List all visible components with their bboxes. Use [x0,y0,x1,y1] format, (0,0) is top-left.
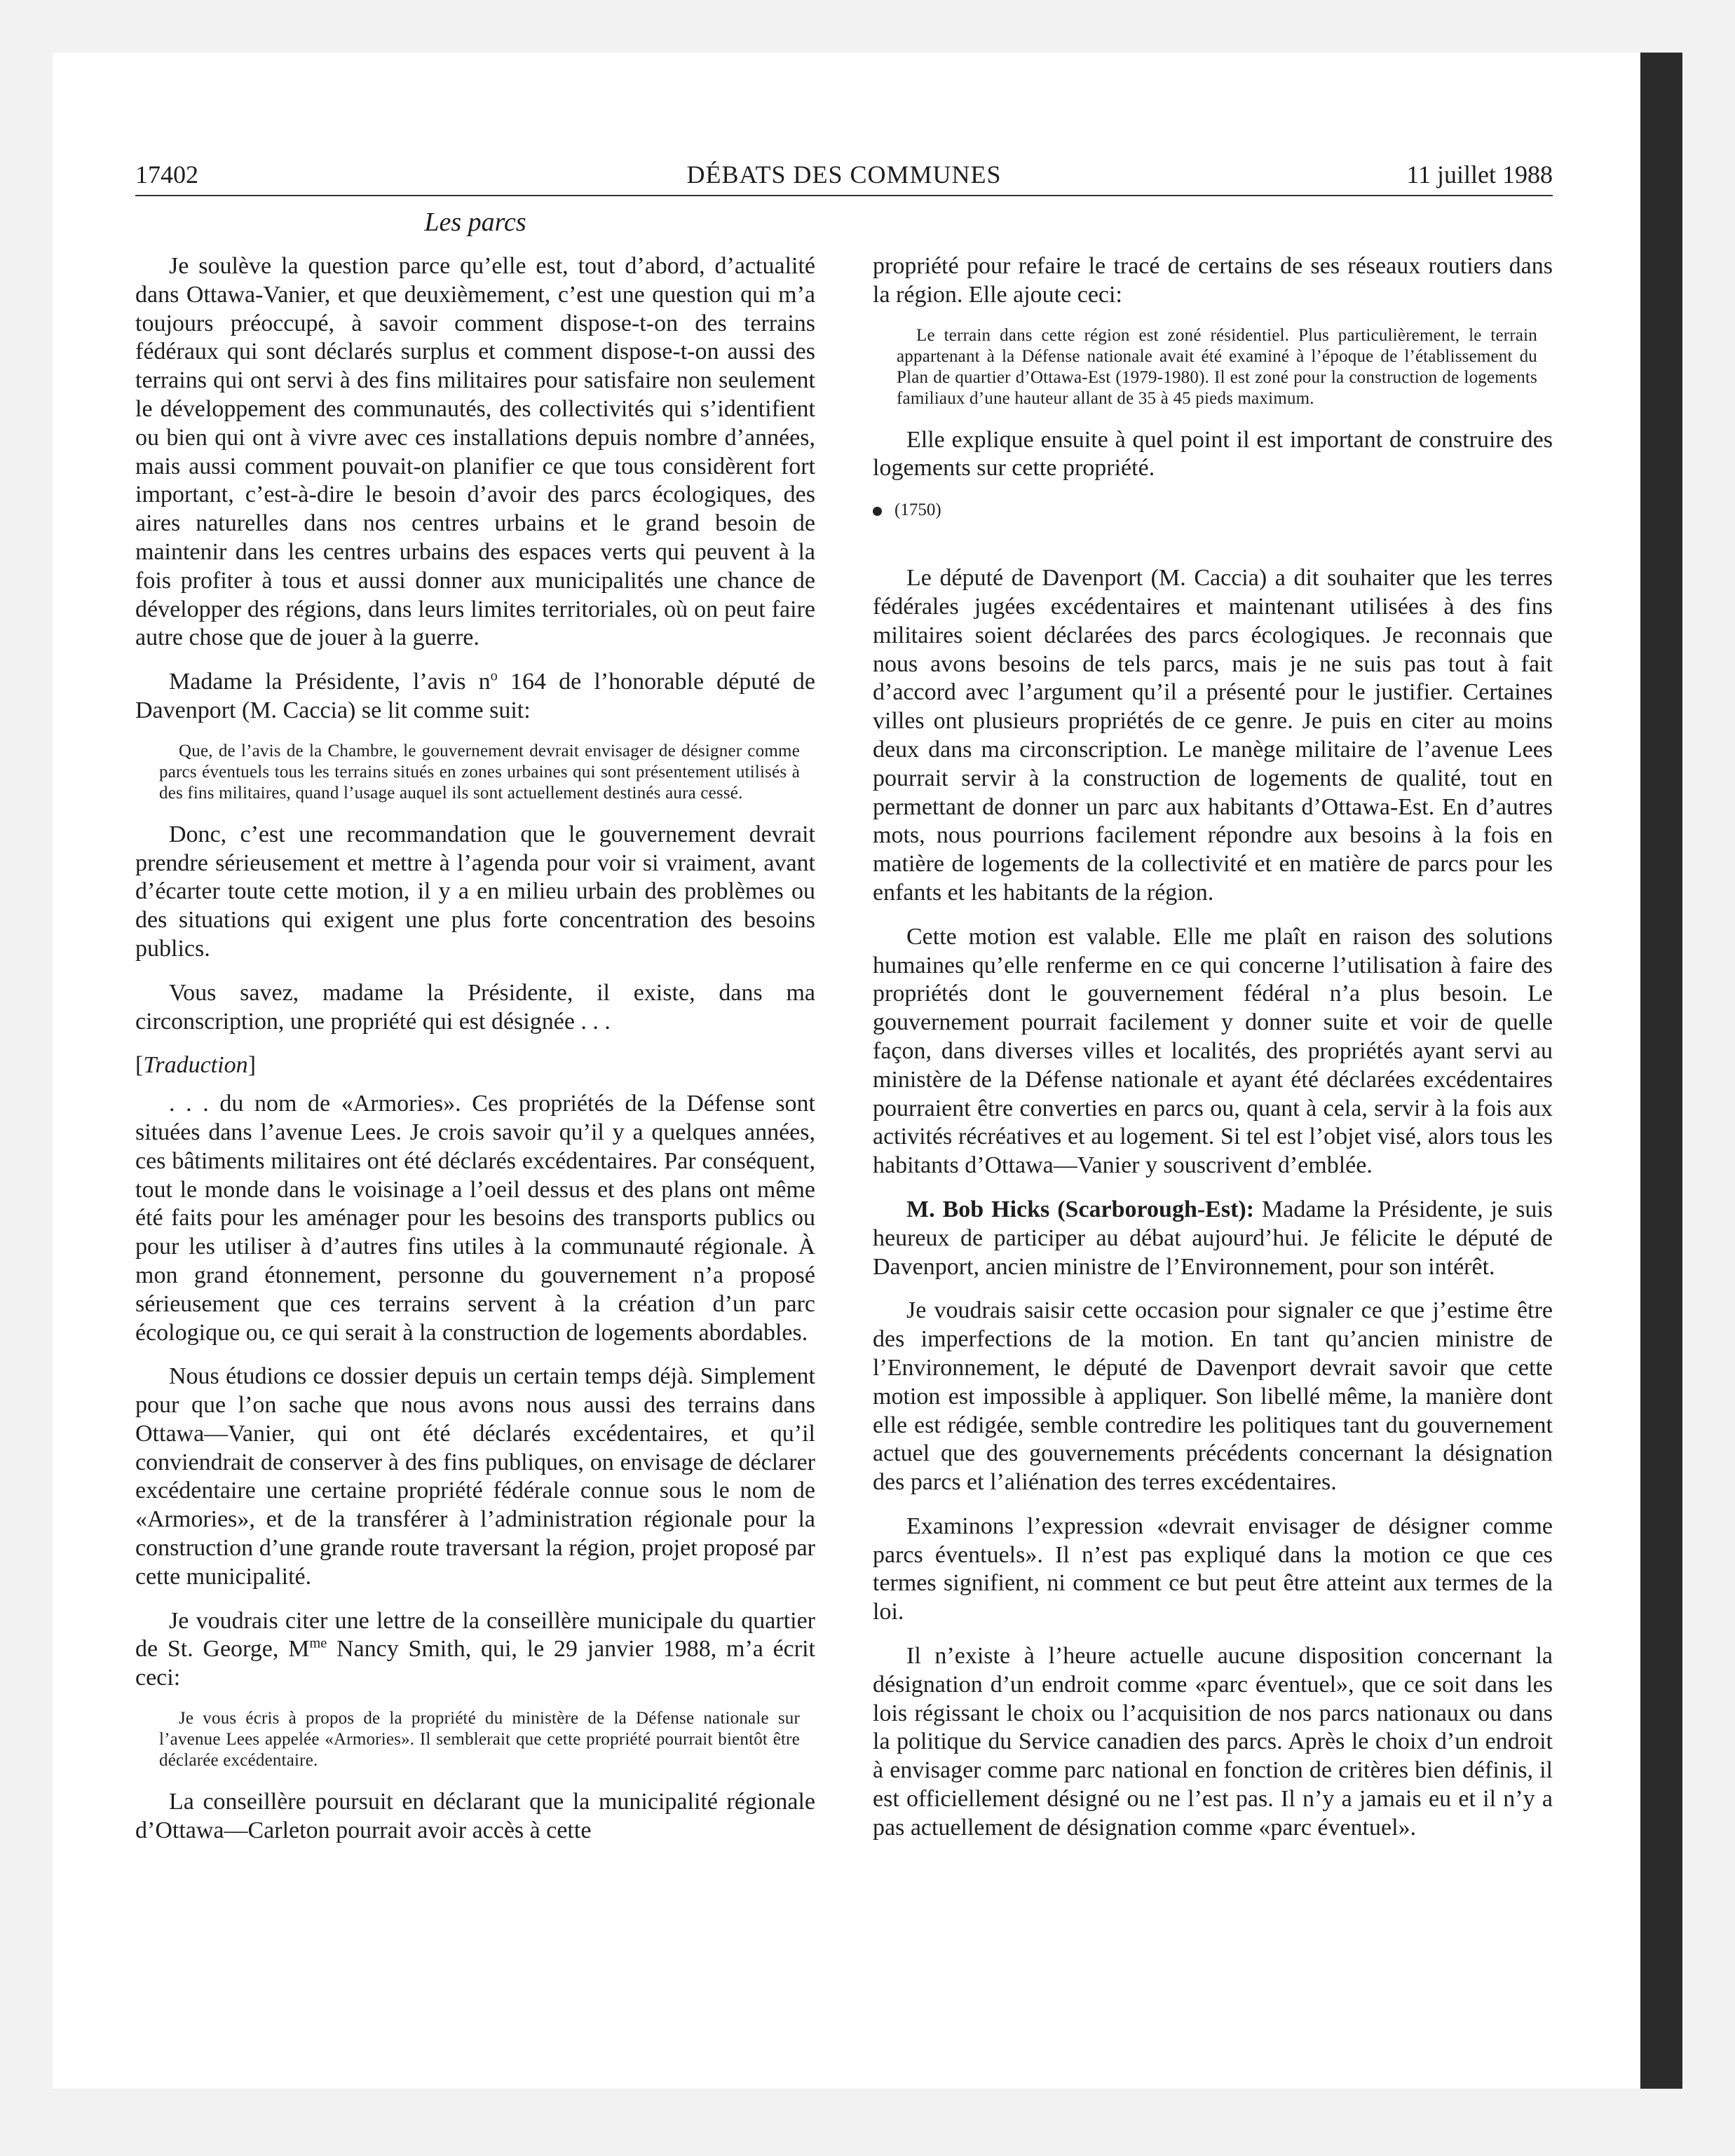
paragraph: Madame la Présidente, l’avis $n^o$ 164 de l’honorable député de Davenport (M. Caccia) se lit comme suit: [135,668,816,723]
paragraph: La conseillère poursuit en déclarant que la municipalité régionale d’Ottawa—Carleton pourrait avoir accès à cette [135,1789,815,1843]
paragraph: M. Bob Hicks (Scarborough-Est): Madame la Présidente, je suis heureux de participer au débat aujourd’hui. Je félicite le député de Davenport, ancien ministre de l’Environnement, pour son intérêt. [873,1196,1553,1280]
paragraph: Nous étudions ce dossier depuis un certain temps déjà. Simplement pour que l’on sache que nous avons nous aussi des terrains dans Ottawa—Vanier, qui ont été déclarés excédentaires, et qu’il conviendrait de conserver à des fins publiques, on envisage de déclarer excédentaire une certaine propriété fédérale connue sous le nom de «Armories», et de la transférer à l’administration régionale pour la construction d’une grande route traversant la région, projet proposé par cette municipalité. [135,1363,815,1590]
paragraph: Cette motion est valable. Elle me plaît en raison des solutions humaines qu’elle renferme en ce qui concerne l’utilisation à faire des propriétés dont le gouvernement fédéral n’a plus besoin. Le gouvernement pourrait facilement y donner suite et voir de quelle façon, dans diverses villes et localités, des propriétés ayant servi au ministère de la Défense nationale et ayant été déclarées excédentaires pourraient être converties en parcs ou, quant à cela, servir à la fois aux activités récréatives et au logement. Si tel est l’objet visé, alors tous les habitants d’Ottawa—Vanier y souscrivent d’emblée. [873,923,1553,1179]
paragraph: propriété pour refaire le tracé de certains de ses réseaux routiers dans la région. Elle ajoute ceci: [873,253,1553,308]
left-column [135,252,815,1861]
paragraph: Vous savez, madame la Présidente, il existe, dans ma circonscription, une propriété qui est désignée . . . [135,979,815,1035]
paragraph: Elle explique ensuite à quel point il est important de construire des logements sur cette propriété. [873,426,1553,482]
scan-edge-strip [1640,53,1682,2089]
paragraph: Donc, c’est une recommandation que le gouvernement devrait prendre sérieusement et mettre à l’agenda pour voir si vraiment, avant d’écarter toute cette motion, il y a en milieu urbain des problèmes ou des situations qui exigent une plus forte concentration des besoins publics. [135,821,815,962]
block-quote: Que, de l’avis de la Chambre, le gouvernement devrait envisager de désigner comme parcs éventuels tous les terrains situés en zones urbaines qui sont présentement utilisés à des fins militaires, quand l’usage auquel ils sont actuellement destinés aura cessé. [159,741,800,803]
publication-date: 11 juillet 1988 [1406,161,1553,189]
paragraph: Le député de Davenport (M. Caccia) a dit souhaiter que les terres fédérales jugées excédentaires et maintenant utilisées à des fins militaires soient déclarées des parcs écologiques. Je reconnais que nous avons besoins de tels parcs, mais je ne suis pas tout à fait d’accord avec l’argument qu’il a présenté pour le justifier. Certaines villes ont plusieurs propriétés de ce genre. Je puis en citer au moins deux dans ma circonscription. Le manège militaire de l’avenue Lees pourrait servir à la construction de logements de qualité, tout en permettant de donner un parc aux habitants d’Ottawa-Est. En d’autres mots, nous pourrions facilement répondre aux besoins à la fois en matière de logements de la collectivité et en matière de parcs pour les enfants et les habitants de la région. [873,565,1553,906]
block-quote: Je vous écris à propos de la propriété du ministère de la Défense nationale sur l’avenue Lees appelée «Armories». Il semblerait que cette propriété pourrait bientôt être déclarée excédentaire. [159,1709,800,1770]
paragraph: Examinons l’expression «devrait envisager de désigner comme parcs éventuels». Il n’est pas expliqué dans la motion ce que ces termes signifient, ni comment ce but peut être atteint aux termes de la loi. [873,1513,1553,1625]
paragraph: Il n’existe à l’heure actuelle aucune disposition concernant la désignation d’un endroit comme «parc éventuel», que ce soit dans les lois régissant le choix ou l’acquisition de nos parcs nationaux ou dans la politique du Service canadien des parcs. Après le choix d’un endroit à envisager comme parc national en fonction de critères bien définis, il est officiellement désigné ou ne l’est pas. Il n’y a jamais eu et il n’y a pas actuellement de désignation comme «parc éventuel». [873,1643,1553,1841]
paragraph: Je soulève la question parce qu’elle est, tout d’abord, d’actualité dans Ottawa-Vanier, et que deuxièmement, c’est une question qui m’a toujours préoccupé, à savoir comment dispose-t-on des terrains fédéraux qui sont déclarés surplus et comment dispose-t-on aussi des terrains qui ont servi à des fins militaires pour satisfaire non seulement le développement des communautés, des collectivités qui s’identifient ou bien qui ont à vivre avec ces installations depuis nombre d’années, mais aussi comment pouvait-on planifier ce que tous considèrent fort important, c’est-à-dire le besoin d’avoir des parcs écologiques, des aires naturelles dans nos centres urbains et le grand besoin de maintenir dans les centres urbains des espaces verts qui peuvent à la fois profiter à tous et aussi donner aux municipalités une chance de développer des régions, dans leurs limites territoriales, où on peut faire autre chose que de jouer à la guerre. [135,253,815,651]
paragraph: Je voudrais citer une lettre de la conseillère municipale du quartier de St. George, $M^{me}$ Nancy Smith, qui, le 29 janvier 1988, m’a écrit ceci: [135,1607,815,1691]
timestamp: (1750) [873,498,1553,522]
translation-marker: [Traduction] [135,1052,256,1079]
paragraph: . . . du nom de «Armories». Ces propriétés de la Défense sont situées dans l’avenue Lees. Je crois savoir qu’il y a quelques années, ces bâtiments militaires ont été déclarés excédentaires. Par conséquent, tout le monde dans le voisinage a l’oeil dessus et des plans ont même été faits pour les aménager pour les besoins des transports publics ou pour les utiliser à d’autres fins utiles à la communauté régionale. À mon grand étonnement, personne du gouvernement n’a proposé sérieusement que ces terrains servent à la création d’un parc écologique ou, ce qui serait à la construction de logements abordables. [135,1091,815,1346]
speaker-name: M. Bob Hicks (Scarborough-Est): [906,1196,1255,1222]
section-title: Les parcs [424,207,526,237]
page-number: 17402 [135,161,198,189]
block-quote: Le terrain dans cette région est zoné résidentiel. Plus particulièrement, le terrain appartenant à la Défense nationale avait été examiné à l’époque de l’établissement du Plan de quartier d’Ottawa-Est (1979-1980). Il est zoné pour la construction de logements familiaux d’une hauteur allant de 35 à 45 pieds maximum. [897,325,1537,408]
right-column [873,252,1553,1858]
page-header [135,158,1553,196]
publication-title: DÉBATS DES COMMUNES [686,161,1002,189]
bullet-icon [873,507,882,516]
paragraph: Je voudrais saisir cette occasion pour signaler ce que j’estime être des imperfections de la motion. En tant qu’ancien ministre de l’Environnement, le député de Davenport devrait savoir que cette motion est impossible à appliquer. Son libellé même, la manière dont elle est rédigée, semble contredire les politiques tant du gouvernement actuel que des gouvernements précédents concernant la désignation des parcs et l’aliénation des terres excédentaires. [873,1297,1553,1496]
